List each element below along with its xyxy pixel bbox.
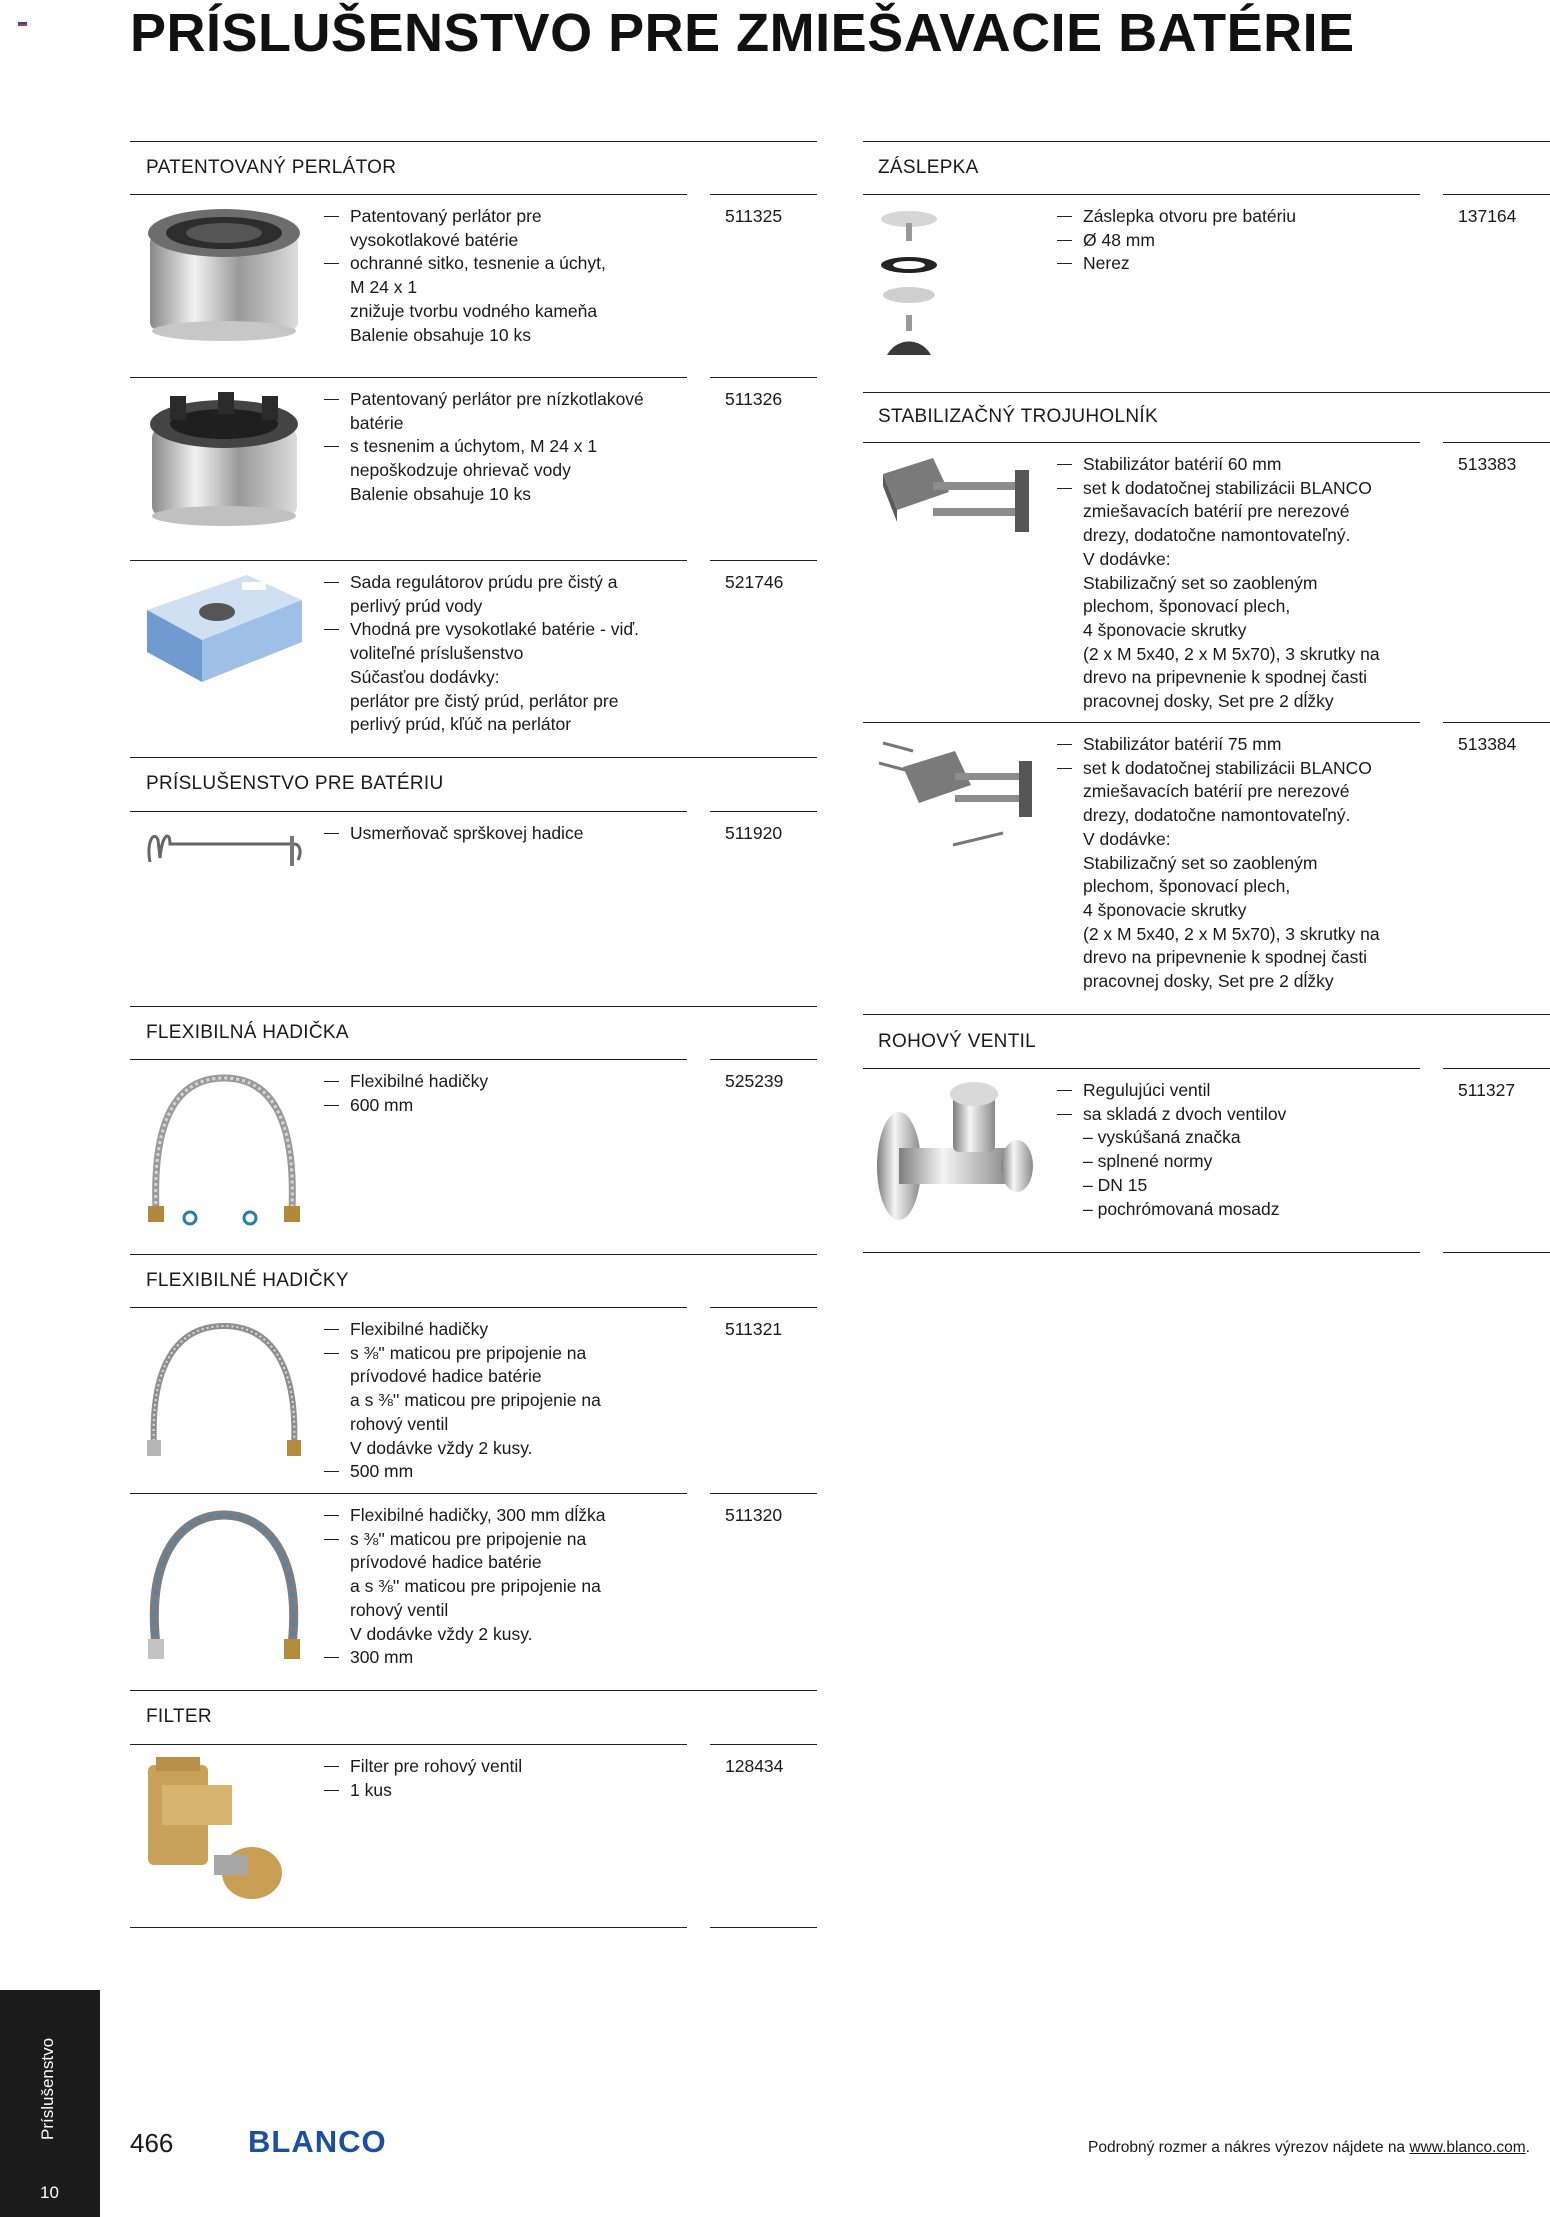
description-line: Flexibilné hadičky — [324, 1070, 488, 1094]
brand-logo: BLANCO — [248, 2124, 387, 2159]
description-line: V dodávke vždy 2 kusy. — [350, 1437, 533, 1458]
description-line: set k dodatočnej stabilizácii BLANCO — [1057, 757, 1380, 781]
section-rule — [863, 1014, 1550, 1015]
product-description — [324, 1070, 488, 1117]
product-description — [324, 1504, 605, 1670]
product-description — [324, 1318, 601, 1484]
product-description — [1057, 205, 1296, 276]
item-rule — [130, 1927, 687, 1928]
product-description — [324, 388, 644, 507]
product-code: 511920 — [725, 823, 783, 843]
product-code: 137164 — [1458, 206, 1517, 226]
language-flag-icon — [18, 20, 27, 26]
section-rule — [130, 1006, 817, 1007]
description-line: rohový ventil — [350, 1413, 449, 1434]
description-line: sa skladá z dvoch ventilov — [1057, 1103, 1286, 1127]
stabilizer-60-image — [873, 452, 1043, 552]
footer-text: Podrobný rozmer a nákres výrezov nájdete na — [1088, 2139, 1406, 2156]
product-code: 513383 — [1458, 454, 1517, 474]
page-number: 466 — [130, 2128, 174, 2158]
description-line: prívodové hadice batérie — [350, 1552, 542, 1573]
description-line: rohový ventil — [350, 1599, 449, 1620]
section-rule — [130, 1744, 687, 1745]
description-line: nepoškodzuje ohrievač vody — [350, 460, 571, 481]
description-line: 4 šponovacie skrutky — [1083, 899, 1247, 920]
section-rule — [863, 141, 1550, 142]
section-rule — [863, 1068, 1420, 1069]
description-line: drezy, dodatočne namontovateľný. — [1083, 805, 1351, 826]
description-line: s ⅜'' maticou pre pripojenie na — [324, 1528, 605, 1552]
description-line: Patentovaný perlátor pre nízkotlakové — [324, 388, 644, 412]
section-rule — [710, 1744, 817, 1745]
section-rule — [1443, 1068, 1550, 1069]
product-code: 511321 — [725, 1319, 783, 1339]
description-line: s tesnenim a úchytom, M 24 x 1 — [324, 435, 644, 459]
description-line: Záslepka otvoru pre batériu — [1057, 205, 1296, 229]
section-rule — [130, 1690, 817, 1691]
product-code: 511325 — [725, 206, 783, 226]
plug-cap-image — [873, 205, 953, 365]
item-rule — [130, 1493, 687, 1494]
section-rule — [863, 442, 1420, 443]
description-line: V dodávke: — [1083, 548, 1171, 569]
section-rule — [1443, 194, 1550, 195]
description-line: (2 x M 5x40, 2 x M 5x70), 3 skrutky na — [1083, 643, 1380, 664]
description-line: pracovnej dosky, Set pre 2 dĺžky — [1083, 971, 1334, 992]
section-title-ventil: ROHOVÝ VENTIL — [878, 1031, 1037, 1052]
description-line: 600 mm — [324, 1094, 488, 1118]
description-line: Nerez — [1057, 252, 1296, 276]
description-line: a s ⅜'' maticou pre pripojenie na — [350, 1390, 601, 1411]
description-line: Stabilizačný set so zaobleným — [1083, 572, 1318, 593]
footer-note — [1088, 2139, 1530, 2157]
product-code: 521746 — [725, 572, 784, 592]
description-line: vysokotlakové batérie — [350, 229, 519, 250]
product-description — [1057, 453, 1380, 714]
section-rule — [710, 1307, 817, 1308]
description-line: drezy, dodatočne namontovateľný. — [1083, 525, 1351, 546]
description-line: – pochrómovaná mosadz — [1083, 1198, 1280, 1219]
item-rule — [710, 1927, 817, 1928]
description-line: Stabilizačný set so zaobleným — [1083, 852, 1318, 873]
section-rule — [710, 194, 817, 195]
description-line: Stabilizátor batérií 75 mm — [1057, 733, 1380, 757]
hose-guide-image — [142, 822, 307, 872]
section-rule — [130, 811, 687, 812]
item-rule — [863, 1252, 1420, 1253]
flexible-hose-500-image — [142, 1318, 307, 1458]
section-rule — [130, 757, 817, 758]
section-title-perlator: PATENTOVANÝ PERLÁTOR — [146, 157, 397, 178]
description-line: Patentovaný perlátor pre — [324, 205, 606, 229]
description-line: perlivý prúd vody — [350, 595, 483, 616]
aerator-low-pressure-image — [142, 390, 307, 535]
section-rule — [1443, 442, 1550, 443]
item-rule — [1443, 722, 1550, 723]
product-code: 513384 — [1458, 734, 1517, 754]
description-line: 300 mm — [324, 1646, 605, 1670]
description-line: voliteľné príslušenstvo — [350, 643, 524, 664]
flexible-hose-300-image — [142, 1505, 307, 1665]
section-title-filter: FILTER — [146, 1706, 212, 1727]
angle-valve-image — [873, 1078, 1043, 1228]
section-title-zaslepka: ZÁSLEPKA — [878, 157, 979, 178]
description-line: Balenie obsahuje 10 ks — [350, 324, 531, 345]
section-rule — [130, 141, 817, 142]
section-rule — [130, 1307, 687, 1308]
section-rule — [710, 811, 817, 812]
description-line: – splnené normy — [1083, 1151, 1213, 1172]
chapter-sidebar — [0, 1990, 100, 2217]
sidebar-chapter-number: 10 — [40, 2183, 59, 2202]
description-line: Stabilizátor batérií 60 mm — [1057, 453, 1380, 477]
aerator-high-pressure-image — [142, 203, 307, 348]
description-line: drevo na pripevnenie k spodnej časti — [1083, 667, 1368, 688]
description-line: V dodávke vždy 2 kusy. — [350, 1623, 533, 1644]
product-description — [1057, 1079, 1286, 1221]
description-line: znižuje tvorbu vodného kameňa — [350, 300, 598, 321]
description-line: Filter pre rohový ventil — [324, 1755, 522, 1779]
description-line: perlátor pre čistý prúd, perlátor pre — [350, 690, 619, 711]
product-code: 511320 — [725, 1505, 783, 1525]
product-code: 511326 — [725, 389, 783, 409]
product-code: 511327 — [1458, 1080, 1516, 1100]
description-line: drevo na pripevnenie k spodnej časti — [1083, 947, 1368, 968]
item-rule — [863, 722, 1420, 723]
product-description — [324, 822, 583, 846]
product-description — [324, 1755, 522, 1802]
description-line: prívodové hadice batérie — [350, 1366, 542, 1387]
section-title-stabilizacny: STABILIZAČNÝ TROJUHOLNÍK — [878, 406, 1158, 427]
page-title: PRÍSLUŠENSTVO PRE ZMIEŠAVACIE BATÉRIE — [130, 3, 1355, 63]
item-rule — [710, 377, 817, 378]
section-title-hadicka: FLEXIBILNÁ HADIČKA — [146, 1022, 349, 1043]
description-line: set k dodatočnej stabilizácii BLANCO — [1057, 477, 1380, 501]
sidebar-chapter-label: Príslušenstvo — [38, 2037, 57, 2140]
description-line: perlivý prúd, kľúč na perlátor — [350, 714, 572, 735]
description-line: 500 mm — [324, 1460, 601, 1484]
item-rule — [130, 377, 687, 378]
item-rule — [130, 560, 687, 561]
section-title-prislusenstvo: PRÍSLUŠENSTVO PRE BATÉRIU — [146, 773, 444, 794]
product-code: 525239 — [725, 1071, 784, 1091]
item-rule — [710, 560, 817, 561]
section-rule — [863, 392, 1550, 393]
description-line: ochranné sitko, tesnenie a úchyt, — [324, 252, 606, 276]
description-line: Súčasťou dodávky: — [350, 666, 500, 687]
description-line: Regulujúci ventil — [1057, 1079, 1286, 1103]
description-line: Flexibilné hadičky — [324, 1318, 601, 1342]
description-line: zmiešavacích batérií pre nerezové — [1083, 781, 1350, 802]
section-rule — [130, 1254, 817, 1255]
section-rule — [863, 194, 1420, 195]
description-line: s ⅜'' maticou pre pripojenie na — [324, 1342, 601, 1366]
website-link[interactable]: www.blanco.com — [1409, 2139, 1526, 2156]
description-line: Usmerňovač sprškovej hadice — [324, 822, 583, 846]
description-line: (2 x M 5x40, 2 x M 5x70), 3 skrutky na — [1083, 923, 1380, 944]
description-line: Ø 48 mm — [1057, 229, 1296, 253]
product-code: 128434 — [725, 1756, 784, 1776]
description-line: Sada regulátorov prúdu pre čistý a — [324, 571, 639, 595]
description-line: 4 šponovacie skrutky — [1083, 619, 1247, 640]
description-line: plechom, šponovací plech, — [1083, 596, 1291, 617]
section-rule — [130, 194, 687, 195]
section-title-hadicky: FLEXIBILNÉ HADIČKY — [146, 1270, 349, 1291]
description-line: M 24 x 1 — [350, 277, 418, 298]
product-description — [1057, 733, 1380, 994]
brass-filter-image — [142, 1755, 307, 1915]
stabilizer-75-image — [873, 733, 1043, 858]
description-line: plechom, šponovací plech, — [1083, 876, 1291, 897]
description-line: 1 kus — [324, 1779, 522, 1803]
regulator-set-box-image — [142, 570, 307, 685]
product-description — [324, 571, 639, 737]
footer-end: . — [1525, 2139, 1530, 2156]
description-line: Vhodná pre vysokotlaké batérie - viď. — [324, 618, 639, 642]
product-description — [324, 205, 606, 347]
description-line: pracovnej dosky, Set pre 2 dĺžky — [1083, 691, 1334, 712]
description-line: V dodávke: — [1083, 828, 1171, 849]
description-line: zmiešavacích batérií pre nerezové — [1083, 501, 1350, 522]
description-line: a s ⅜'' maticou pre pripojenie na — [350, 1576, 601, 1597]
description-line: – vyskúšaná značka — [1083, 1127, 1241, 1148]
section-rule — [130, 1059, 687, 1060]
description-line: Balenie obsahuje 10 ks — [350, 483, 531, 504]
section-rule — [710, 1059, 817, 1060]
item-rule — [1443, 1252, 1550, 1253]
description-line: Flexibilné hadičky, 300 mm dĺžka — [324, 1504, 605, 1528]
item-rule — [710, 1493, 817, 1494]
description-line: batérie — [350, 412, 404, 433]
flexible-hose-600-image — [142, 1070, 307, 1230]
description-line: – DN 15 — [1083, 1174, 1148, 1195]
